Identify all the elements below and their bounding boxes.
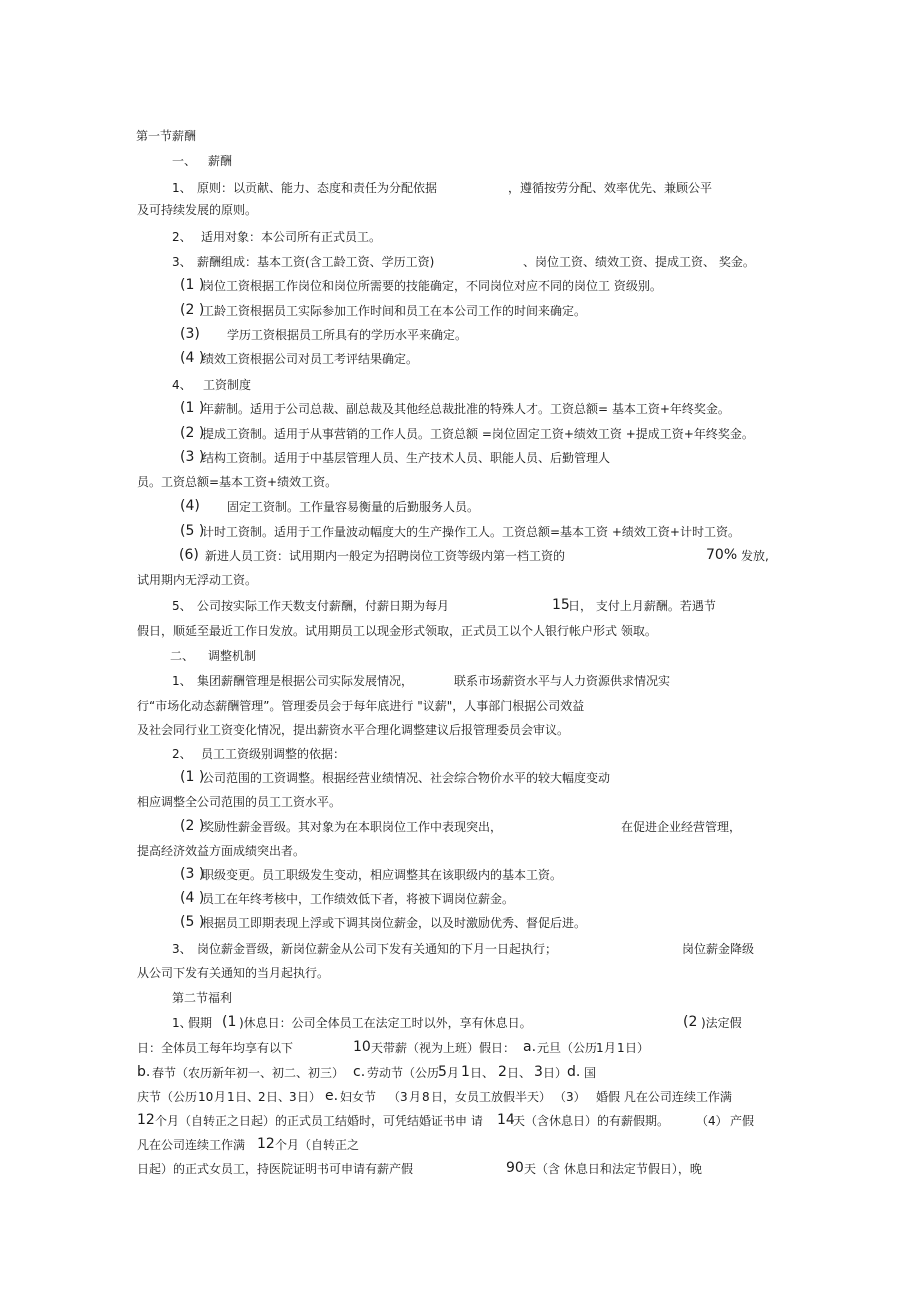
- paragraph-text: 日、: [235, 1090, 260, 1104]
- paragraph-text: 月: [409, 1090, 422, 1104]
- paragraph-text: 日：全体员工每年均享有以下: [137, 1041, 294, 1055]
- paragraph-text: 日起）的正式女员工，持医院证明书可申请有薪产假: [137, 1162, 414, 1176]
- sub-item-number: (1 ): [180, 769, 205, 785]
- item-number: 3、: [172, 942, 192, 956]
- percentage-value: 70%: [706, 547, 738, 563]
- paragraph-text: 日、: [507, 1066, 532, 1080]
- paragraph-text: 个月（自转正之日起）的正式员工结婚时，可凭结婚证书申 请: [155, 1114, 483, 1128]
- inline-number: 14: [497, 1112, 515, 1128]
- paragraph-text: 员工在年终考核中，工作绩效低下者，将被下调岗位薪金。: [202, 892, 515, 906]
- item-number: 5、: [172, 599, 192, 613]
- item-number: 1、: [172, 674, 192, 688]
- paragraph-text: 年薪制。适用于公司总裁、副总裁及其他经总裁批准的特殊人才。工资总额= 基本工资+年终奖金。: [202, 402, 730, 416]
- paragraph-text: 适用对象：本公司所有正式员工。: [201, 230, 382, 244]
- paragraph-text: 个月（自转正之: [275, 1138, 360, 1152]
- item-number: 1、: [172, 181, 192, 195]
- item-number: 2、: [172, 230, 192, 244]
- paragraph-text: 凡在公司连续工作满: [137, 1138, 246, 1152]
- sub-item-number: (1 ): [180, 277, 205, 293]
- sub-item-number: (4 ): [180, 350, 205, 366]
- sub-item-number: (3 ): [180, 866, 205, 882]
- paragraph-text: 天带薪（视为上班）假日：: [371, 1041, 516, 1055]
- paragraph-text: 职级变更。员工职级发生变动，相应调整其在该职级内的基本工资。: [202, 868, 563, 882]
- item-number: 3、: [172, 255, 192, 269]
- inline-number: 5: [438, 1064, 447, 1080]
- sub-item-number: (4): [180, 498, 200, 514]
- paragraph-text: 试用期内无浮动工资。: [137, 573, 258, 587]
- paragraph-text: 天（含休息日）的有薪假期。: [513, 1114, 670, 1128]
- paragraph-text: 公司范围的工资调整。根据经营业绩情况、社会综合物价水平的较大幅度变动: [202, 771, 611, 785]
- inline-number: 10: [198, 1090, 214, 1104]
- sub-item-number: (2 ): [180, 818, 205, 834]
- paragraph-text: 从公司下发有关通知的当月起执行。: [137, 966, 330, 980]
- list-marker: c.: [353, 1064, 366, 1080]
- list-marker: e.: [325, 1088, 339, 1104]
- paragraph-text: 月: [214, 1090, 227, 1104]
- paragraph-text: 员工工资级别调整的依据：: [201, 747, 346, 761]
- paragraph-text: 妇女节: [340, 1090, 377, 1104]
- paragraph-text: 庆节（公历: [137, 1090, 198, 1104]
- list-marker: b.: [137, 1064, 151, 1080]
- sub-item-number: (3): [180, 326, 200, 342]
- paragraph-text: 日、: [470, 1066, 495, 1080]
- item-number: 4、: [172, 378, 192, 392]
- paragraph-text: 学历工资根据员工所具有的学历水平来确定。: [227, 328, 468, 342]
- paragraph-text: 日，女员工放假半天）: [431, 1090, 552, 1104]
- paragraph-text: 日、: [266, 1090, 291, 1104]
- sub-item-number: (6): [179, 547, 199, 563]
- paragraph-text: 春节（农历新年初一、初二、初三）: [152, 1066, 345, 1080]
- paragraph-text: 集团薪酬管理是根据公司实际发展情况，: [197, 674, 414, 688]
- inline-number: (1: [222, 1014, 237, 1030]
- paragraph-text: 公司按实际工作天数支付薪酬，付薪日期为每月: [197, 599, 450, 613]
- sub-item-number: (3 ): [180, 449, 205, 465]
- paragraph-text: 工资制度: [203, 378, 252, 392]
- paragraph-text: 结构工资制。适用于中基层管理人员、生产技术人员、职能人员、后勤管理人: [202, 451, 611, 465]
- sub-item-number: (1 ): [180, 400, 205, 416]
- paragraph-text: 原则：以贡献、能力、态度和责任为分配依据: [197, 181, 438, 195]
- paragraph-text: 计时工资制。适用于工作量波动幅度大的生产操作工人。工资总额=基本工资 +绩效工资+计时工资。: [202, 525, 740, 539]
- paragraph-text: 产假: [730, 1114, 755, 1128]
- inline-number: 3: [289, 1090, 297, 1104]
- inline-number: 2: [258, 1090, 266, 1104]
- inline-number: 1: [617, 1041, 625, 1055]
- section-1-title: 第一节薪酬: [136, 129, 197, 143]
- paragraph-text: 联系市场薪资水平与人力资源供求情况实: [454, 674, 671, 688]
- paragraph-text: 绩效工资根据公司对员工考评结果确定。: [202, 352, 419, 366]
- paragraph-text: 员。工资总额=基本工资+绩效工资。: [137, 475, 338, 489]
- inline-number: (2: [683, 1014, 698, 1030]
- paragraph-text: 行“市场化动态薪酬管理”。管理委员会于每年底进行 "议薪"，人事部门根据公司效益: [137, 699, 585, 713]
- inline-number: 3: [534, 1064, 543, 1080]
- sub-item-number: (5 ): [180, 914, 205, 930]
- part-2-title: 调整机制: [208, 649, 257, 663]
- paragraph-text: 日）: [625, 1041, 650, 1055]
- inline-number: 1: [227, 1090, 235, 1104]
- paragraph-text: 工龄工资根据员工实际参加工作时间和员工在本公司工作的时间来确定。: [202, 304, 587, 318]
- paragraph-text: 日）: [543, 1066, 568, 1080]
- paragraph-text: 月: [604, 1041, 617, 1055]
- sub-item-number: (2 ): [180, 425, 205, 441]
- paragraph-text: 提高经济效益方面成绩突出者。: [137, 844, 306, 858]
- item-number: 1、: [172, 1016, 192, 1030]
- inline-number: 2: [498, 1064, 507, 1080]
- paragraph-text: 岗位薪金降级: [682, 942, 755, 956]
- paragraph-text: 及可持续发展的原则。: [137, 203, 258, 217]
- paragraph-text: 薪酬组成：基本工资(含工龄工资、学历工资): [197, 255, 435, 269]
- sub-item-number: (5 ): [180, 523, 205, 539]
- paragraph-text: 发放,: [741, 549, 769, 563]
- part-2-number: 二、: [170, 649, 195, 663]
- paragraph-text: 月: [447, 1066, 460, 1080]
- part-1-title: 薪酬: [208, 154, 233, 168]
- inline-number: 10: [353, 1039, 371, 1055]
- paragraph-text: 新进人员工资：试用期内一般定为招聘岗位工资等级内第一档工资的: [205, 549, 566, 563]
- paragraph-text: 元旦（公历: [537, 1041, 598, 1055]
- inline-number: 12: [257, 1136, 275, 1152]
- inline-number: 90: [506, 1160, 524, 1176]
- paragraph-text: 日）: [297, 1090, 322, 1104]
- list-marker: （3）: [554, 1090, 586, 1104]
- paragraph-text: 日， 支付上月薪酬。若遇节: [568, 599, 716, 613]
- paragraph-text: 在促进企业经营管理，: [621, 820, 742, 834]
- inline-number: 8: [422, 1090, 430, 1104]
- paragraph-text: 天（含 休息日和法定节假日），晚: [524, 1162, 702, 1176]
- inline-number: 1: [596, 1041, 604, 1055]
- section-2-title: 第二节福利: [172, 991, 233, 1005]
- paragraph-text: )休息日：公司全体员工在法定工时以外，享有休息日。: [239, 1016, 532, 1030]
- list-marker: a.: [523, 1039, 537, 1055]
- day-number: 15: [552, 597, 570, 613]
- paragraph-text: 岗位薪金晋级，新岗位薪金从公司下发有关通知的下月一日起执行；: [197, 942, 558, 956]
- inline-number: 1: [461, 1064, 470, 1080]
- paragraph-text: 固定工资制。工作量容易衡量的后勤服务人员。: [227, 500, 480, 514]
- paragraph-text: ，遵循按劳分配、效率优先、兼顾公平: [508, 181, 713, 195]
- list-marker: （4）: [696, 1114, 728, 1128]
- item-number: 2、: [172, 747, 192, 761]
- sub-item-number: (2 ): [180, 302, 205, 318]
- paragraph-text: 及社会同行业工资变化情况，提出薪资水平合理化调整建议后报管理委员会审议。: [137, 723, 570, 737]
- list-marker: d.: [567, 1064, 581, 1080]
- paragraph-text: 奖励性薪金晋级。其对象为在本职岗位工作中表现突出，: [202, 820, 503, 834]
- paragraph-text: 婚假 凡在公司连续工作满: [596, 1090, 732, 1104]
- inline-number: 12: [137, 1112, 155, 1128]
- paragraph-text: 劳动节（公历: [367, 1066, 440, 1080]
- paragraph-text: 岗位工资根据工作岗位和岗位所需要的技能确定，不同岗位对应不同的岗位工 资级别。: [202, 279, 662, 293]
- paragraph-text: （3: [388, 1090, 408, 1104]
- part-1-number: 一、: [172, 154, 197, 168]
- paragraph-text: 假期: [188, 1016, 213, 1030]
- paragraph-text: 假日，顺延至最近工作日发放。试用期员工以现金形式领取，正式员工以个人银行帐户形式 领取。: [137, 624, 657, 638]
- paragraph-text: )法定假: [701, 1016, 742, 1030]
- paragraph-text: 提成工资制。适用于从事营销的工作人员。工资总额 =岗位固定工资+绩效工资 +提成工资+年终奖金。: [202, 427, 754, 441]
- paragraph-text: 相应调整全公司范围的员工工资水平。: [137, 795, 342, 809]
- paragraph-text: 根据员工即期表现上浮或下调其岗位薪金，以及时激励优秀、督促后进。: [202, 916, 587, 930]
- paragraph-text: 、岗位工资、绩效工资、提成工资、 奖金。: [523, 255, 755, 269]
- sub-item-number: (4 ): [180, 890, 205, 906]
- paragraph-text: 国: [584, 1066, 597, 1080]
